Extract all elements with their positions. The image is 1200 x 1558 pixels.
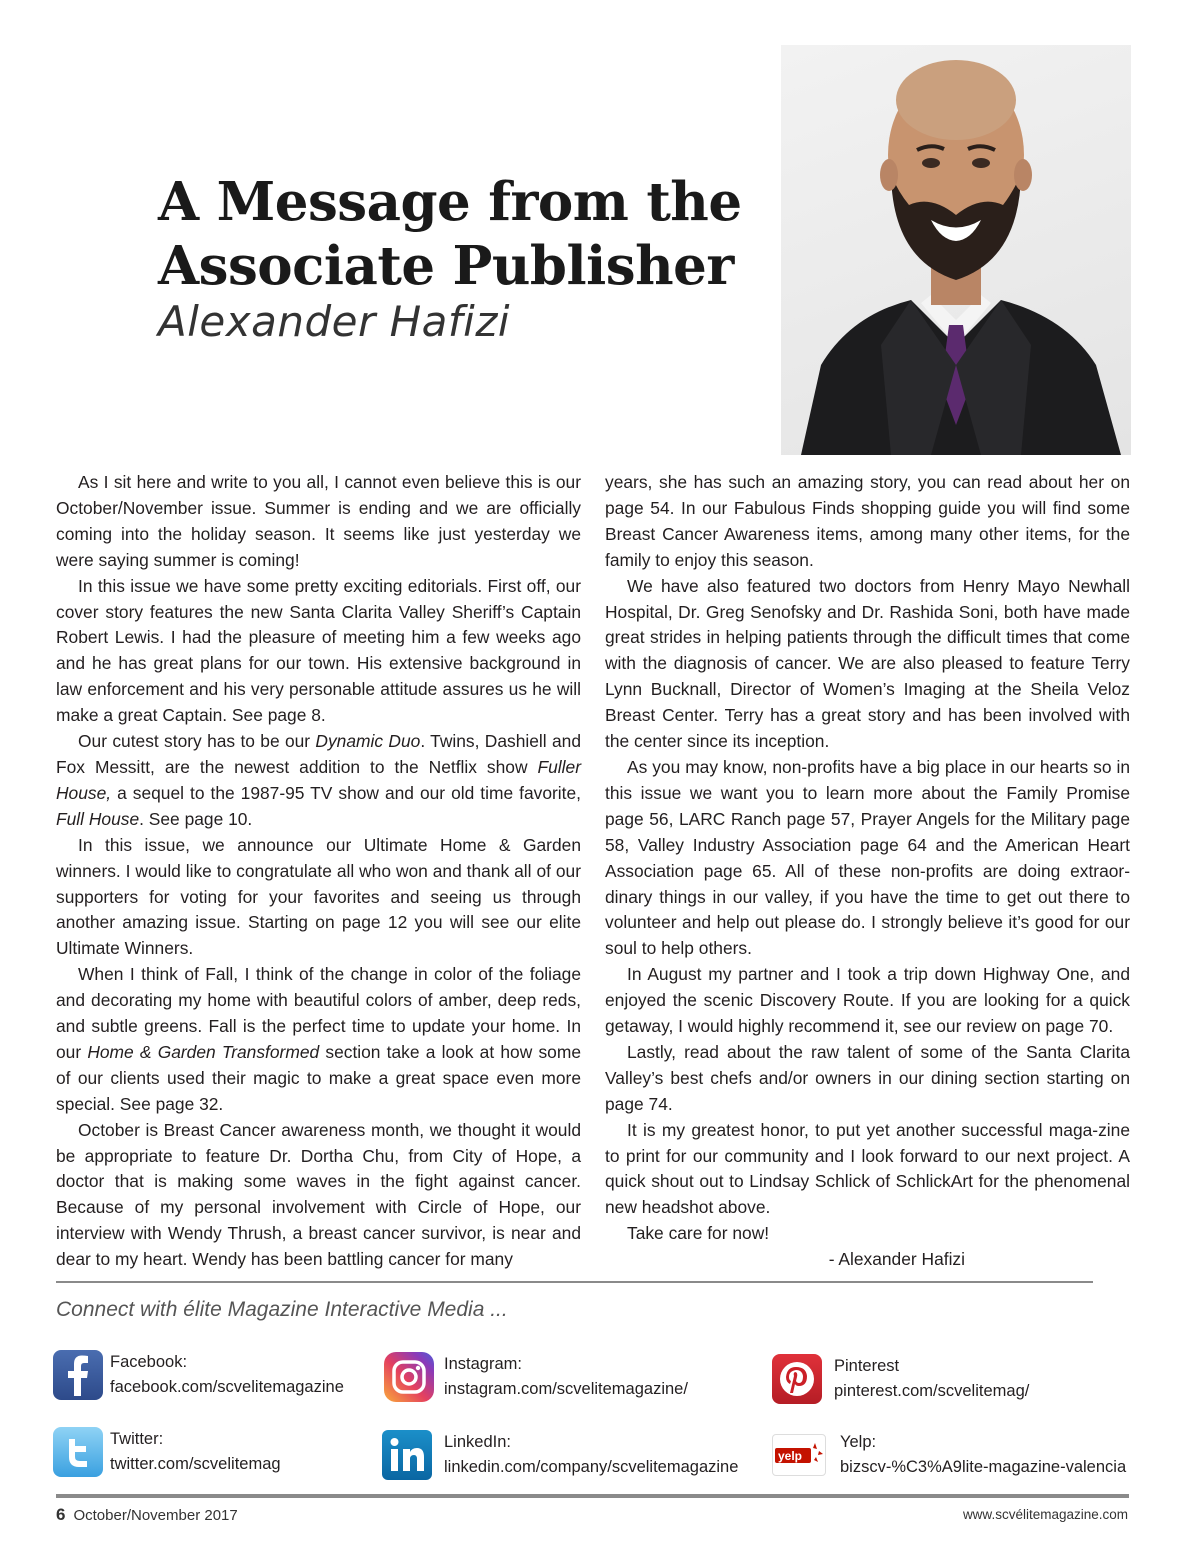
author-headshot [781,45,1131,455]
page-number: 6 [56,1505,66,1524]
title-line-2: Associate Publisher [158,235,734,297]
paragraph: In this issue, we announce our Ultimate Home & Garden winners. I would like to congratulate all who won and thank all of our supporters for voting for your favorites and seeing us through another amazing issue. Starting on page 12 you will see our elite Ultimate Winners. [56,834,581,959]
facebook-label: Facebook: facebook.com/scvelitemagazine [110,1353,344,1396]
section-divider [56,1281,1093,1283]
paragraph: We have also featured two doctors from Henry Mayo Newhall Hospital, Dr. Greg Senofsky and Dr. Rashida Soni, both have made great strides in helping patients through the difficult times that come with the diagnosis of cancer. We are also pleased to feature Terry Lynn Bucknall, Director of Women’s Imaging at the Sheila Veloz Breast Center. Terry has a great story and has been involved with the center since its inception. [605,575,1130,752]
yelp-link[interactable]: bizscv-%C3%A9lite-magazine-valencia [840,1458,1127,1476]
paragraph: As I sit here and write to you all, I cannot even believe this is our October/November issue. Summer is ending and we are officially coming into the holiday season. It seems like just yesterday we were saying summer is coming! [56,472,581,570]
paragraph: It is my greatest honor, to put yet another successful maga-zine to print for our community and I look forward to our next project. A quick shout out to Lindsay Schlick of SchlickArt for the phenomenal new headshot above. [605,1119,1130,1218]
instagram-label: Instagram: instagram.com/scvelitemagazine/ [444,1355,688,1398]
signature: - Alexander Hafizi [828,1249,965,1270]
article-title [158,170,758,298]
linkedin-link[interactable]: linkedin.com/company/scvelitemagazine [444,1458,739,1476]
paragraph: As you may know, non-profits have a big place in our hearts so in this issue we want you to learn more about the Family Promise page 56, LARC Ranch page 57, Prayer Angels for the Military page 58, Valley Industry Association page 64 and the American Heart Association page 65. All of these non-profits are doing extraor-dinary things in our valley, if you have the time to get out there to volunteer and help out please do. I strongly believe it’s good for our soul to help others. [605,756,1130,959]
twitter-icon [53,1427,103,1477]
linkedin-icon [382,1430,432,1480]
footer-divider [56,1494,1129,1498]
paragraph: In August my partner and I took a trip down Highway One, and enjoyed the scenic Discovery Route. If you are looking for a quick getaway, I would highly recommend it, see our review on page 70. [605,964,1130,1037]
yelp-icon [772,1434,826,1476]
facebook-link[interactable]: facebook.com/scvelitemagazine [110,1378,344,1396]
paragraph: Take care for now! [627,1223,770,1244]
paragraph: Lastly, read about the raw talent of some of the Santa Clarita Valley’s best chefs and/or owners in our dining section starting on page 74. [605,1041,1130,1114]
yelp-label: Yelp: bizscv-%C3%A9lite-magazine-valencia [840,1433,1127,1476]
author-name: Alexander Hafizi [158,297,511,346]
twitter-label: Twitter: twitter.com/scvelitemag [110,1430,281,1473]
instagram-icon [384,1352,434,1402]
article-column-right [605,470,1130,1273]
facebook-icon [53,1350,103,1400]
paragraph: Our cutest story has to be our Dynamic Duo. Twins, Dashiell and Fox Messitt, are the newest addition to the Netflix show Fuller House, a sequel to the 1987-95 TV show and our old time favorite, Full House. See page 10. [56,731,581,829]
svg-text:yelp: yelp [778,1449,803,1463]
instagram-link[interactable]: instagram.com/scvelitemagazine/ [444,1380,688,1398]
pinterest-icon [772,1354,822,1404]
issue-date: October/November 2017 [73,1507,238,1524]
linkedin-label: LinkedIn: linkedin.com/company/scvelitemagazine [444,1433,739,1476]
twitter-link[interactable]: twitter.com/scvelitemag [110,1455,281,1473]
headshot-illustration [781,45,1131,455]
connect-heading: Connect with élite Magazine Interactive Media ... [56,1298,508,1321]
pinterest-label: Pinterest pinterest.com/scvelitemag/ [834,1357,1030,1400]
paragraph-continued: years, she has such an amazing story, you can read about her on page 54. In our Fabulous Finds shopping guide you will find some Breast Cancer Awareness items, among many other items, for the family to enjoy this season. [605,472,1130,570]
article-column-left [56,470,581,1273]
pinterest-link[interactable]: pinterest.com/scvelitemag/ [834,1382,1030,1400]
paragraph: In this issue we have some pretty exciting editorials. First off, our cover story features the new Santa Clarita Valley Sheriff’s Captain Robert Lewis. I had the pleasure of meeting him a few weeks ago and he has great plans for our town. His extensive background in law enforcement and his very personable attitude assures us he will make a great Captain. See page 8. [56,575,581,726]
footer-issue [56,1505,238,1525]
footer-website[interactable]: www.scvélitemagazine.com [962,1507,1128,1522]
paragraph: When I think of Fall, I think of the change in color of the foliage and decorating my home with beautiful colors of amber, deep reds, and subtle greens. Fall is the perfect time to update your home. In our Home & Garden Transformed section take a look at how some of our clients used their magic to make a great space even more special. See page 32. [56,964,581,1114]
title-line-1: A Message from the [158,171,742,233]
paragraph: October is Breast Cancer awareness month, we thought it would be appropriate to feature Dr. Dortha Chu, from City of Hope, a doctor that is making some waves in the fight against cancer. Because of my personal involvement with Circle of Hope, our interview with Wendy Thrush, a breast cancer survivor, is near and dear to my heart. Wendy has been battling cancer for many [56,1119,581,1270]
